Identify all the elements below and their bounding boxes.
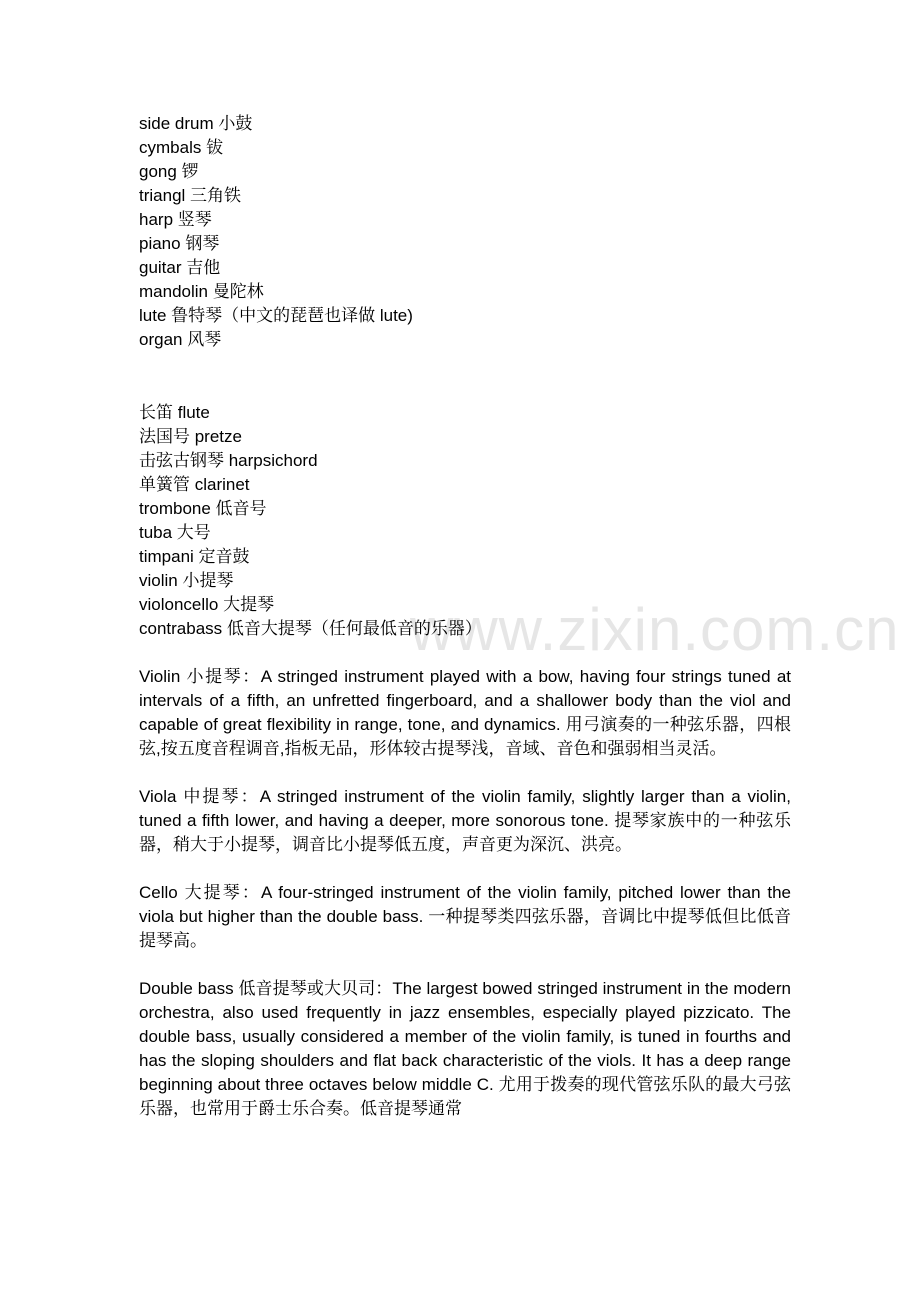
list-item: timpani 定音鼓 bbox=[139, 547, 250, 566]
list-item: lute 鲁特琴（中文的琵琶也译做 lute) bbox=[139, 306, 413, 325]
instrument-list-2 bbox=[139, 401, 791, 641]
list-item: violin 小提琴 bbox=[139, 571, 234, 590]
list-item: 长笛 flute bbox=[139, 403, 210, 422]
list-item: guitar 吉他 bbox=[139, 258, 221, 277]
list-item: tuba 大号 bbox=[139, 523, 211, 542]
paragraph-viola: Viola 中提琴：A stringed instrument of the violin family, slightly larger than a violin, tuned a fifth lower, and having a deeper, more sonorous tone. 提琴家族中的一种弦乐器，稍大于小提琴，调音比小提琴低五度，声音更为深沉、洪亮。 bbox=[139, 787, 791, 854]
list-item: violoncello 大提琴 bbox=[139, 595, 275, 614]
list-item: 法国号 pretze bbox=[139, 427, 242, 446]
paragraph-double-bass: Double bass 低音提琴或大贝司：The largest bowed stringed instrument in the modern orchestra, also used frequently in jazz ensembles, especially played pizzicato. The double bass, usually considered a member of the violin family, is tuned in fourths and has the sloping shoulders and flat back characteristic of the viols. It has a deep range beginning about three octaves below middle C. 尤用于拨奏的现代管弦乐队的最大弓弦乐器，也常用于爵士乐合奏。低音提琴通常 bbox=[139, 979, 791, 1118]
paragraph-violin: Violin 小提琴：A stringed instrument played with a bow, having four strings tuned at intervals of a fifth, an unfretted fingerboard, and a shallower body than the viol and capable of great flexibility in range, tone, and dynamics. 用弓演奏的一种弦乐器，四根弦,按五度音程调音,指板无品，形体较古提琴浅，音域、音色和强弱相当灵活。 bbox=[139, 667, 791, 758]
list-item: gong 锣 bbox=[139, 162, 199, 181]
instrument-list-1 bbox=[139, 112, 791, 352]
list-item: triangl 三角铁 bbox=[139, 186, 242, 205]
watermark: www.zixin.com.cn bbox=[410, 596, 900, 663]
list-item: contrabass 低音大提琴（任何最低音的乐器） bbox=[139, 619, 482, 638]
list-item: mandolin 曼陀林 bbox=[139, 282, 264, 301]
list-item: trombone 低音号 bbox=[139, 499, 267, 518]
list-item: harp 竖琴 bbox=[139, 210, 212, 229]
document-page bbox=[139, 112, 791, 1121]
paragraph-cello: Cello 大提琴：A four-stringed instrument of the violin family, pitched lower than the viola but higher than the double bass. 一种提琴类四弦乐器，音调比中提琴低但比低音提琴高。 bbox=[139, 883, 791, 950]
list-item: 击弦古钢琴 harpsichord bbox=[139, 451, 318, 470]
list-item: 单簧管 clarinet bbox=[139, 475, 250, 494]
list-item: organ 风琴 bbox=[139, 330, 222, 349]
list-item: cymbals 钹 bbox=[139, 138, 224, 157]
list-item: side drum 小鼓 bbox=[139, 114, 253, 133]
list-item: piano 钢琴 bbox=[139, 234, 220, 253]
